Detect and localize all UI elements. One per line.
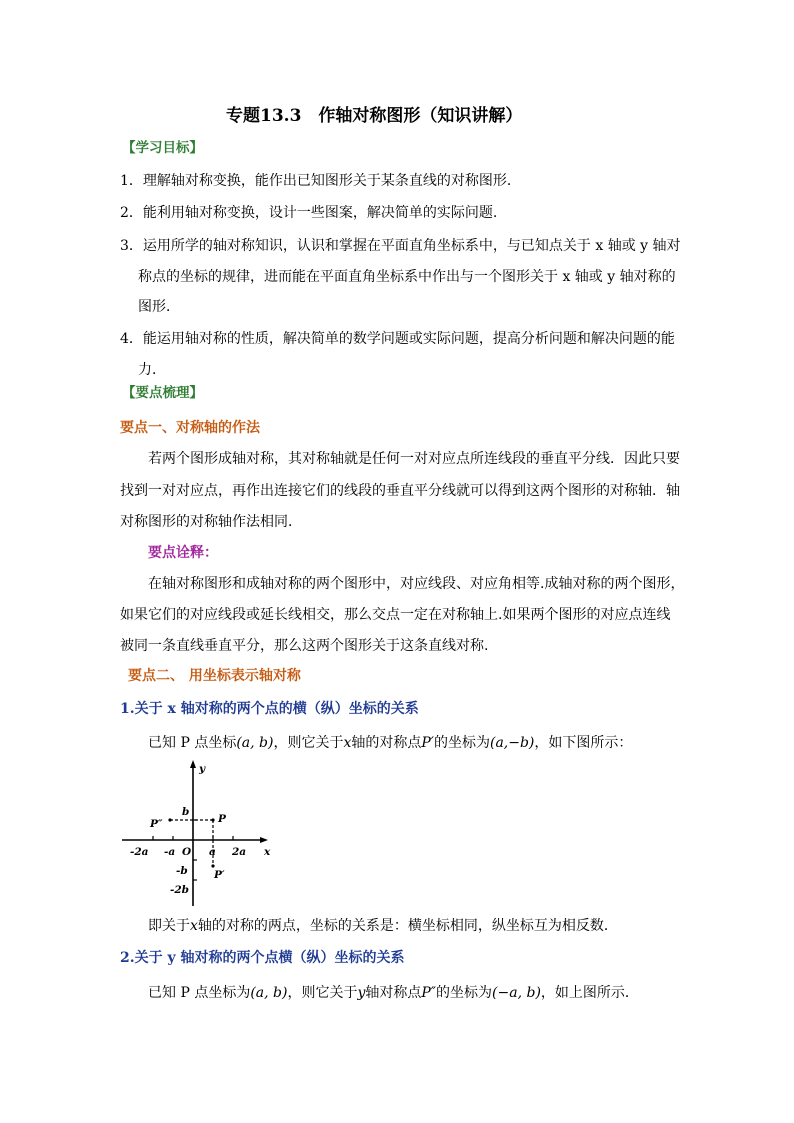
sub1-conclusion-axis: x [190,918,198,934]
note-line-1: 在轴对称图形和成轴对称的两个图形中，对应线段、对应角相等.成轴对称的两个图形， [148,576,685,592]
sub2-mid3: 的坐标为 [436,985,493,1001]
sub2-lead: 已知 P 点坐标为 [148,985,251,1001]
label-p: P [218,813,226,825]
sub1-tail: ，如下图所示： [534,735,633,751]
sub1-coord-p: (a, b) [236,735,274,751]
point1-line-1: 若两个图形成轴对称，其对称轴就是任何一对对应点所连线段的垂直平分线．因此只要 [148,451,680,467]
sub1-axis: x [343,735,352,751]
label-neg-2b: -2b [170,884,190,896]
sub2-header: 2.关于 y 轴对称的两个点横（纵）坐标的关系 [120,950,405,966]
sub2-mid1: ，则它关于 [287,985,358,1001]
goal-line-3b: 称点的坐标的规律，进而能在平面直角坐标系中作出与一个图形关于 x 轴或 y 轴对称的 [138,269,676,285]
label-neg-2a: -2a [130,846,149,858]
sub1-sentence [148,733,632,753]
sub2-axis: y [357,985,366,1001]
point-p [211,818,214,821]
goal-line-3: 3．运用所学的轴对称知识，认识和掌握在平面直角坐标系中，与已知点关于 x 轴或 y 轴对 [120,238,681,254]
symmetry-figure [118,758,278,914]
point1-header: 要点一、对称轴的作法 [120,420,260,436]
points-header: 【要点梳理】 [122,385,203,401]
sub2-coord-p2: (−a, b) [492,985,541,1001]
label-p2: P″ [150,818,163,830]
point1-line-2: 找到一对对应点，再作出连接它们的线段的垂直平分线就可以得到这两个图形的对称轴．轴 [120,483,680,499]
sub1-lead: 已知 P 点坐标 [148,735,237,751]
sub1-mid1: ，则它关于 [273,735,344,751]
goal-line-1: 1．理解轴对称变换，能作出已知图形关于某条直线的对称图形． [120,173,521,189]
goal-line-3c: 图形． [138,299,180,315]
sub2-mid2: 轴对称点 [365,985,422,1001]
label-neg-b: -b [176,865,188,877]
label-p1: P′ [214,869,225,881]
point1-line-3: 对称图形的对称轴作法相同． [120,514,302,530]
note-line-3: 被同一条直线垂直平分，那么这两个图形关于这条直线对称. [120,638,489,654]
label-x: x [264,846,271,858]
goals-header: 【学习目标】 [122,140,203,156]
sub1-header: 1.关于 x 轴对称的两个点的横（纵）坐标的关系 [120,701,419,717]
sub2-coord-p: (a, b) [250,985,288,1001]
sub2-tail: ，如上图所示． [540,985,639,1001]
label-neg-a: -a [164,846,176,858]
sub1-mid2: 轴的对称点 [351,735,422,751]
sub1-conclusion-b: 轴的对称的两点，坐标的关系是：横坐标相同，纵坐标互为相反数． [197,918,618,934]
note-line-2: 如果它们的对应线段或延长线相交，那么交点一定在对称轴上.如果两个图形的对应点连线 [120,607,671,623]
sub2-point: P″ [421,985,437,1001]
y-axis-arrow-icon [190,760,196,768]
sub1-conclusion-a: 即关于 [148,918,190,934]
goal-line-2: 2．能利用轴对称变换，设计一些图案，解决简单的实际问题. [120,205,498,221]
sub1-coord-p1: (a,−b) [489,735,535,751]
point-p1 [211,864,214,867]
point2-header: 要点二、 用坐标表示轴对称 [128,668,301,684]
sub1-point: P′ [421,735,434,751]
label-b: b [182,806,190,818]
goal-line-4: 4．能运用轴对称的性质，解决简单的数学问题或实际问题，提高分析问题和解决问题的能 [120,331,675,347]
note-header: 要点诠释： [148,545,218,561]
sub1-conclusion [148,916,618,936]
point-p2 [168,818,171,821]
label-y: y [199,763,206,775]
page-title: 专题13.3 作轴对称图形（知识讲解） [226,106,523,126]
sub2-sentence [148,983,639,1003]
x-axis-arrow-icon [260,837,268,843]
label-a: a [209,846,216,858]
sub1-mid3: 的坐标为 [433,735,490,751]
label-2a: 2a [232,846,247,858]
label-origin: O [182,846,192,858]
goal-line-4b: 力． [138,362,166,378]
